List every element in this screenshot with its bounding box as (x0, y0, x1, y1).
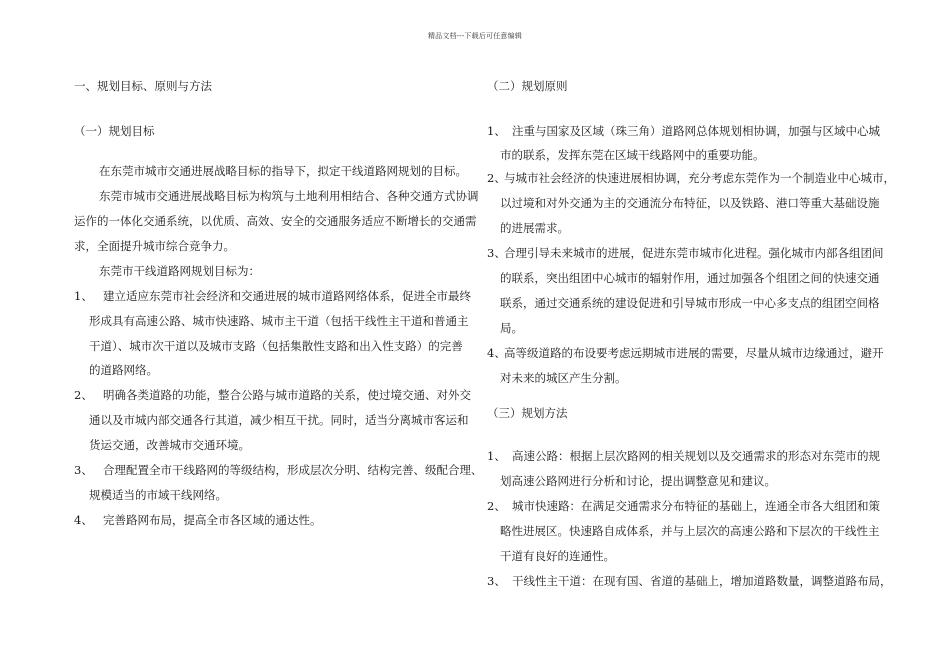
list-item-line: 略性进展区。快速路自成体系，并与上层次的高速公路和下层次的干线性主 (500, 524, 880, 538)
list-number: 3、 (487, 246, 506, 260)
page-header: 精品文档---下载后可任意编辑 (427, 32, 523, 40)
list-item-line: 注重与国家及区域（珠三角）道路网总体规划相协调，加强与区域中心城 (512, 124, 880, 138)
list-number: 2、 (487, 171, 506, 185)
paragraph: 在东莞市城市交通进展战略目标的指导下，拟定干线道路网规划的目标。 (99, 164, 467, 178)
list-item-line: 干道有良好的连通性。 (500, 549, 615, 563)
section-heading: 一、规划目标、原则与方法 (74, 79, 212, 93)
list-item-line: 的进展需求。 (500, 221, 569, 235)
list-item-line: 完善路网布局，提高全市各区域的通达性。 (103, 513, 322, 527)
list-item-line: 对未来的城区产生分割。 (500, 371, 627, 385)
list-number: 1、 (487, 124, 506, 138)
list-number: 2、 (74, 388, 93, 402)
list-item-line: 干线性主干道：在现有国、省道的基础上，增加道路数量，调整道路布局， (512, 574, 892, 588)
subheading-methods: （三）规划方法 (487, 406, 568, 420)
list-item-line: 联系，通过交通系统的建设促进和引导城市形成一中心多支点的组团空间格 (500, 296, 880, 310)
list-number: 3、 (487, 574, 506, 588)
list-number: 4、 (74, 513, 93, 527)
list-item-line: 市的联系，发挥东莞在区域干线路网中的重要功能。 (500, 148, 765, 162)
paragraph: 东莞市城市交通进展战略目标为构筑与土地利用相结合、各种交通方式协调 (99, 189, 479, 203)
paragraph: 求，全面提升城市综合竞争力。 (74, 239, 235, 253)
paragraph: 运作的一体化交通系统，以优质、高效、安全的交通服务适应不断增长的交通需 (74, 214, 477, 228)
list-item-line: 明确各类道路的功能，整合公路与城市道路的关系，使过境交通、对外交 (103, 388, 471, 402)
list-item-line: 的道路网络。 (89, 363, 158, 377)
list-item-line: 干道）、城市次干道以及城市支路（包括集散性支路和出入性支路）的完善 (89, 339, 463, 353)
list-item-line: 高速公路：根据上层次路网的相关规划以及交通需求的形态对东莞市的规 (512, 449, 880, 463)
list-item-line: 形成具有高速公路、城市快速路、城市主干道（包括干线性主干道和普通主 (89, 314, 469, 328)
list-item-line: 局。 (500, 321, 523, 335)
list-number: 2、 (487, 499, 506, 513)
subheading-principles: （二）规划原则 (487, 79, 568, 93)
list-item-line: 高等级道路的布设要考虑远期城市进展的需要，尽量从城市边缘通过，避开 (504, 346, 884, 360)
list-number: 3、 (74, 463, 93, 477)
subheading-goals: （一）规划目标 (74, 124, 155, 138)
list-item-line: 以过境和对外交通为主的交通流分布特征，以及铁路、港口等重大基础设施 (500, 196, 880, 210)
list-item-line: 城市快速路：在满足交通需求分布特征的基础上，连通全市各大组团和策 (512, 499, 880, 513)
list-item-line: 货运交通，改善城市交通环境。 (89, 438, 250, 452)
list-item-line: 合理配置全市干线路网的等级结构，形成层次分明、结构完善、级配合理、 (103, 463, 483, 477)
list-item-line: 划高速公路网进行分析和讨论，提出调整意见和建议。 (500, 474, 776, 488)
list-number: 4、 (487, 346, 506, 360)
list-item-line: 合理引导未来城市的进展，促进东莞市城市化进程。强化城市内部各组团间 (504, 246, 884, 260)
list-item-line: 与城市社会经济的快速进展相协调，充分考虑东莞作为一个制造业中心城市， (504, 171, 895, 185)
list-item-line: 通以及市城内部交通各行其道，减少相互干扰。同时，适当分离城市客运和 (89, 413, 469, 427)
list-number: 1、 (74, 289, 93, 303)
list-item-line: 规模适当的市域干线网络。 (89, 488, 227, 502)
list-item-line: 的联系，突出组团中心城市的辐射作用，通过加强各个组团之间的快速交通 (500, 271, 880, 285)
list-item-line: 建立适应东莞市社会经济和交通进展的城市道路网络体系，促进全市最终 (103, 289, 471, 303)
list-number: 1、 (487, 449, 506, 463)
paragraph: 东莞市干线道路网规划目标为： (99, 264, 260, 278)
